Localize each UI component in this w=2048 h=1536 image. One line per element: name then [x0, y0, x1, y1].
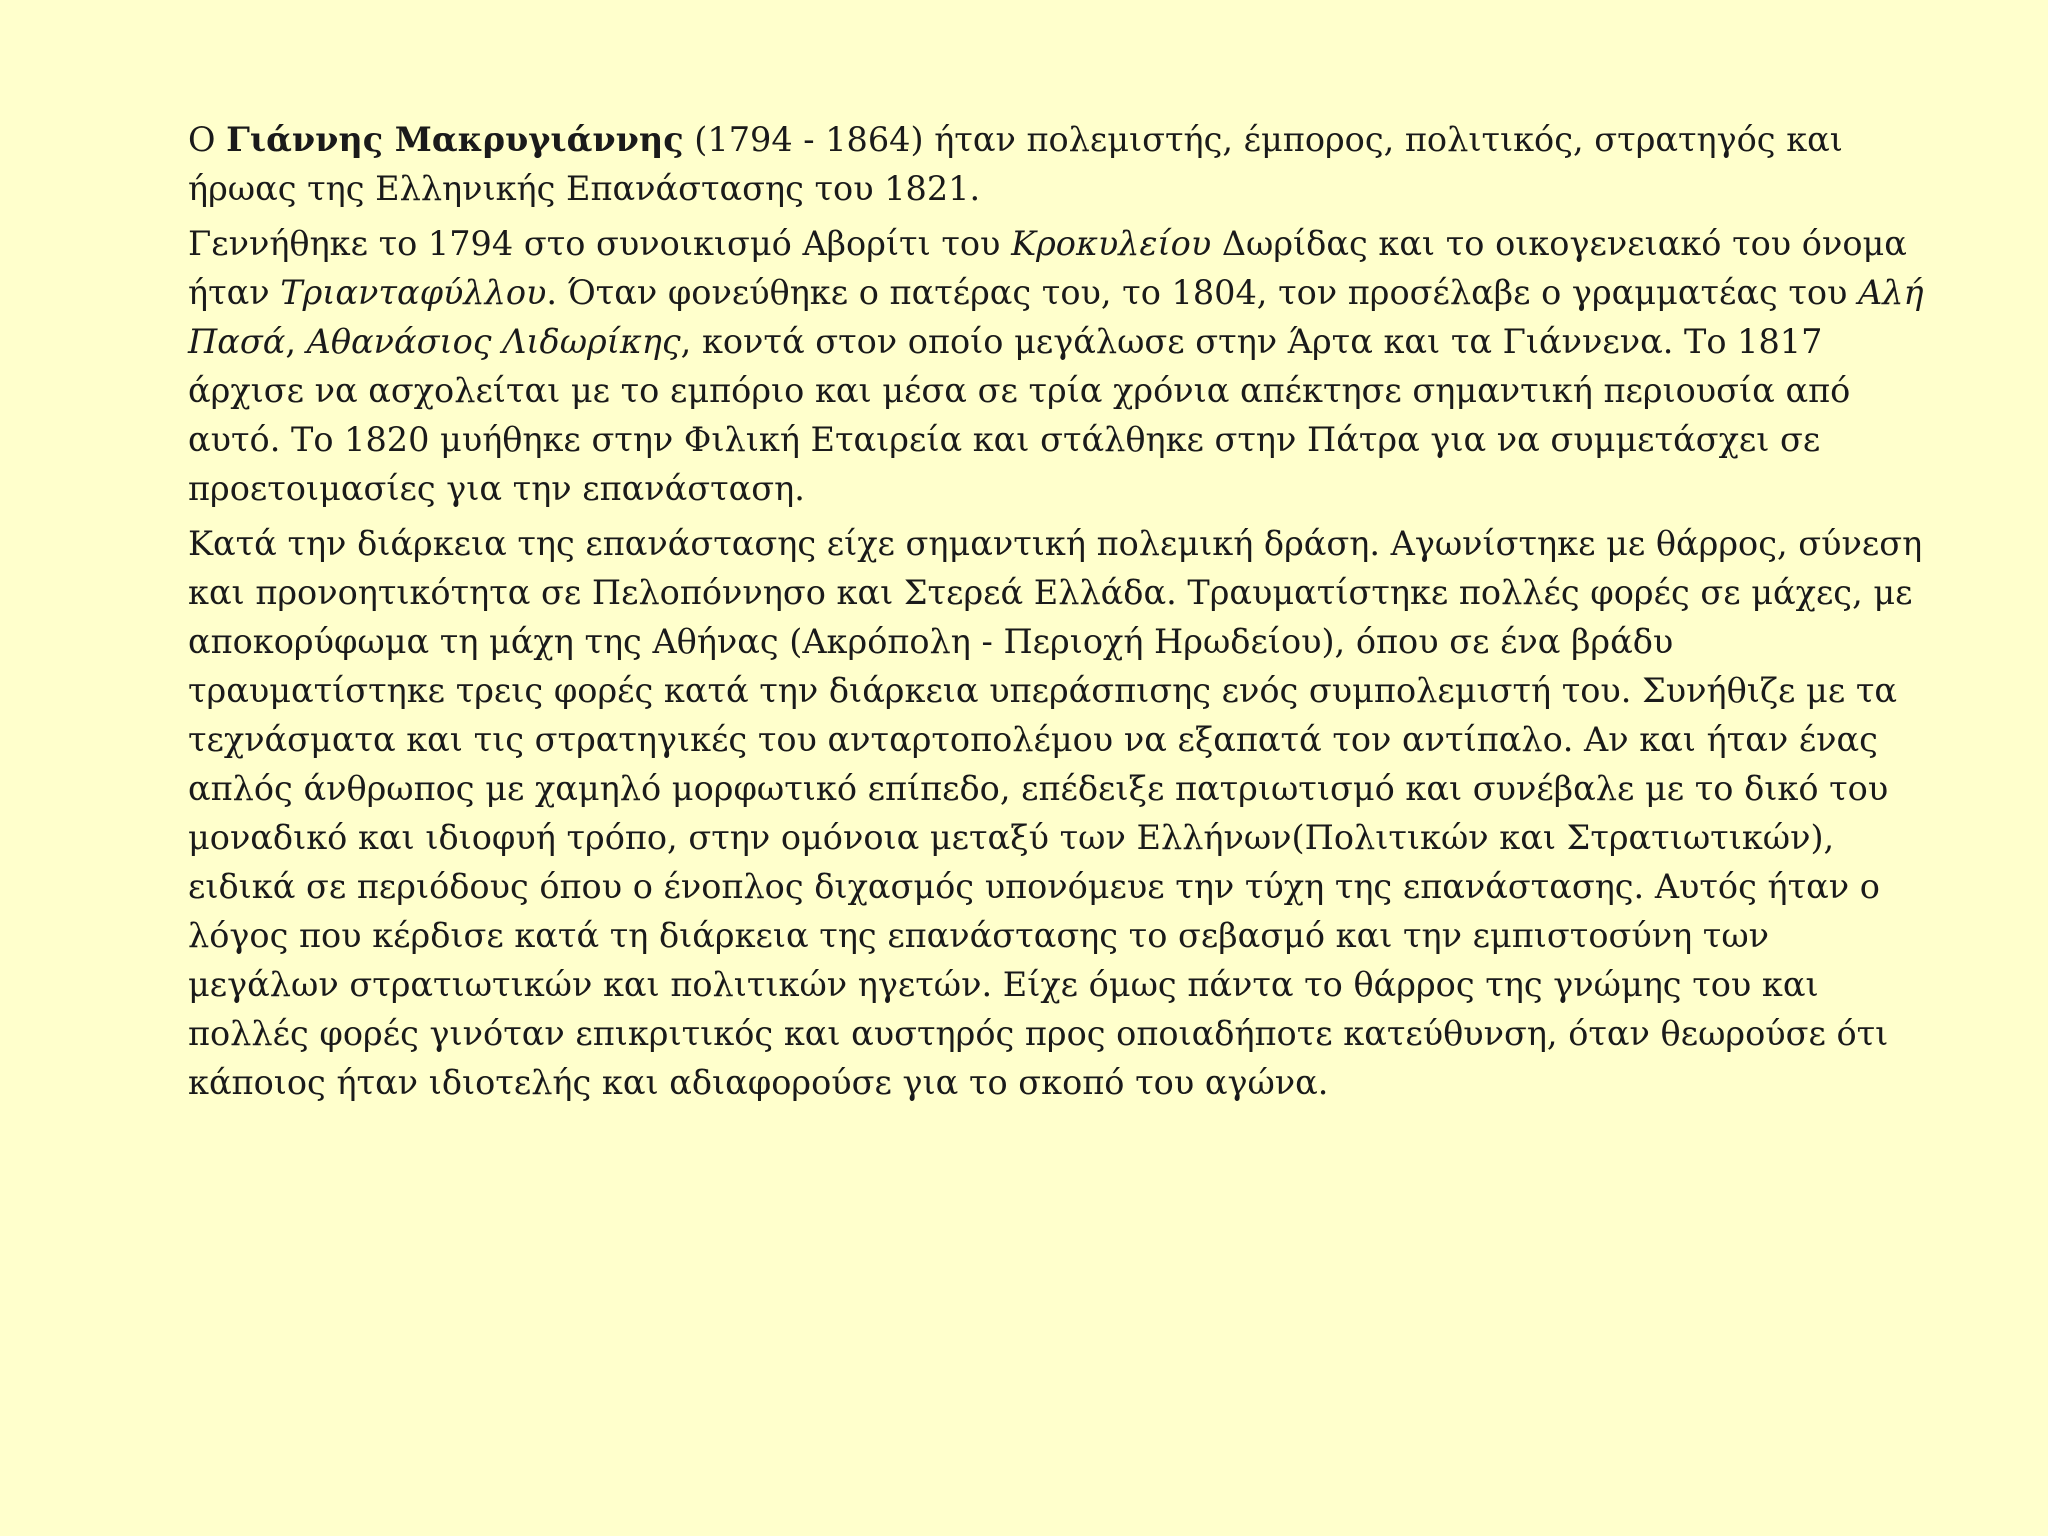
early-life-text-5: , κοντά στον οποίο μεγάλωσε στην Άρτα και τα Γιάννενα. Το 1817 άρχισε να ασχολείται με το εμπόριο και μέσα σε τρία χρόνια απέκτησε σημαντική περιουσία από αυτό. Το 1820 μυήθηκε στην Φιλική Εταιρεία και στάλθηκε στην Πάτρα για να συμμετάσχει σε προετοιμασίες για την επανάσταση.: [188, 322, 1851, 508]
paragraph-early-life: [188, 219, 1928, 513]
early-life-text-1: Γεννήθηκε το 1794 στο συνοικισμό Αβορίτι του: [188, 224, 1012, 263]
lidorikis-name: Αθανάσιος Λιδωρίκης: [306, 322, 681, 361]
place-name-krokyleio: Κροκυλείου: [1011, 224, 1212, 263]
paragraph-intro: [188, 115, 1928, 213]
intro-text-end: (1794 - 1864) ήταν πολεμιστής, έμπορος, πολιτικός, στρατηγός και ήρωας της Ελληνικής Επανάστασης του 1821.: [188, 120, 1843, 208]
ali-pasha-name: Αλή Πασά: [188, 273, 1924, 361]
family-name: Τριανταφύλλου: [280, 273, 547, 312]
person-name: Γιάννης Μακρυγιάννης: [226, 120, 684, 159]
early-life-text-4: ,: [285, 322, 307, 361]
early-life-text-3: . Όταν φονεύθηκε ο πατέρας του, το 1804, τον προσέλαβε ο γραμματέας του: [546, 273, 1859, 312]
early-life-text-2: Δωρίδας και το οικογενειακό του όνομα ήταν: [188, 224, 1907, 312]
intro-text-start: Ο: [188, 120, 227, 159]
text-body: [188, 115, 1928, 1113]
paragraph-revolution: Κατά την διάρκεια της επανάστασης είχε σημαντική πολεμική δράση. Αγωνίστηκε με θάρρος, σύνεση και προνοητικότητα σε Πελοπόννησο και Στερεά Ελλάδα. Τραυματίστηκε πολλές φορές σε μάχες, με αποκορύφωμα τη μάχη της Αθήνας (Ακρόπολη - Περιοχή Ηρωδείου), όπου σε ένα βράδυ τραυματίστηκε τρεις φορές κατά την διάρκεια υπεράσπισης ενός συμπολεμιστή του. Συνήθιζε με τα τεχνάσματα και τις στρατηγικές του ανταρτοπολέμου να εξαπατά τον αντίπαλο. Αν και ήταν ένας απλός άνθρωπος με χαμηλό μορφωτικό επίπεδο, επέδειξε πατριωτισμό και συνέβαλε με το δικό του μοναδικό και ιδιοφυή τρόπο, στην ομόνοια μεταξύ των Ελλήνων(Πολιτικών και Στρατιωτικών), ειδικά σε περιόδους όπου ο ένοπλος διχασμός υπονόμευε την τύχη της επανάστασης. Αυτός ήταν ο λόγος που κέρδισε κατά τη διάρκεια της επανάστασης το σεβασμό και την εμπιστοσύνη των μεγάλων στρατιωτικών και πολιτικών ηγετών. Είχε όμως πάντα το θάρρος της γνώμης του και πολλές φορές γινόταν επικριτικός και αυστηρός προς οποιαδήποτε κατεύθυνση, όταν θεωρούσε ότι κάποιος ήταν ιδιοτελής και αδιαφορούσε για το σκοπό του αγώνα.: [188, 524, 1923, 1102]
